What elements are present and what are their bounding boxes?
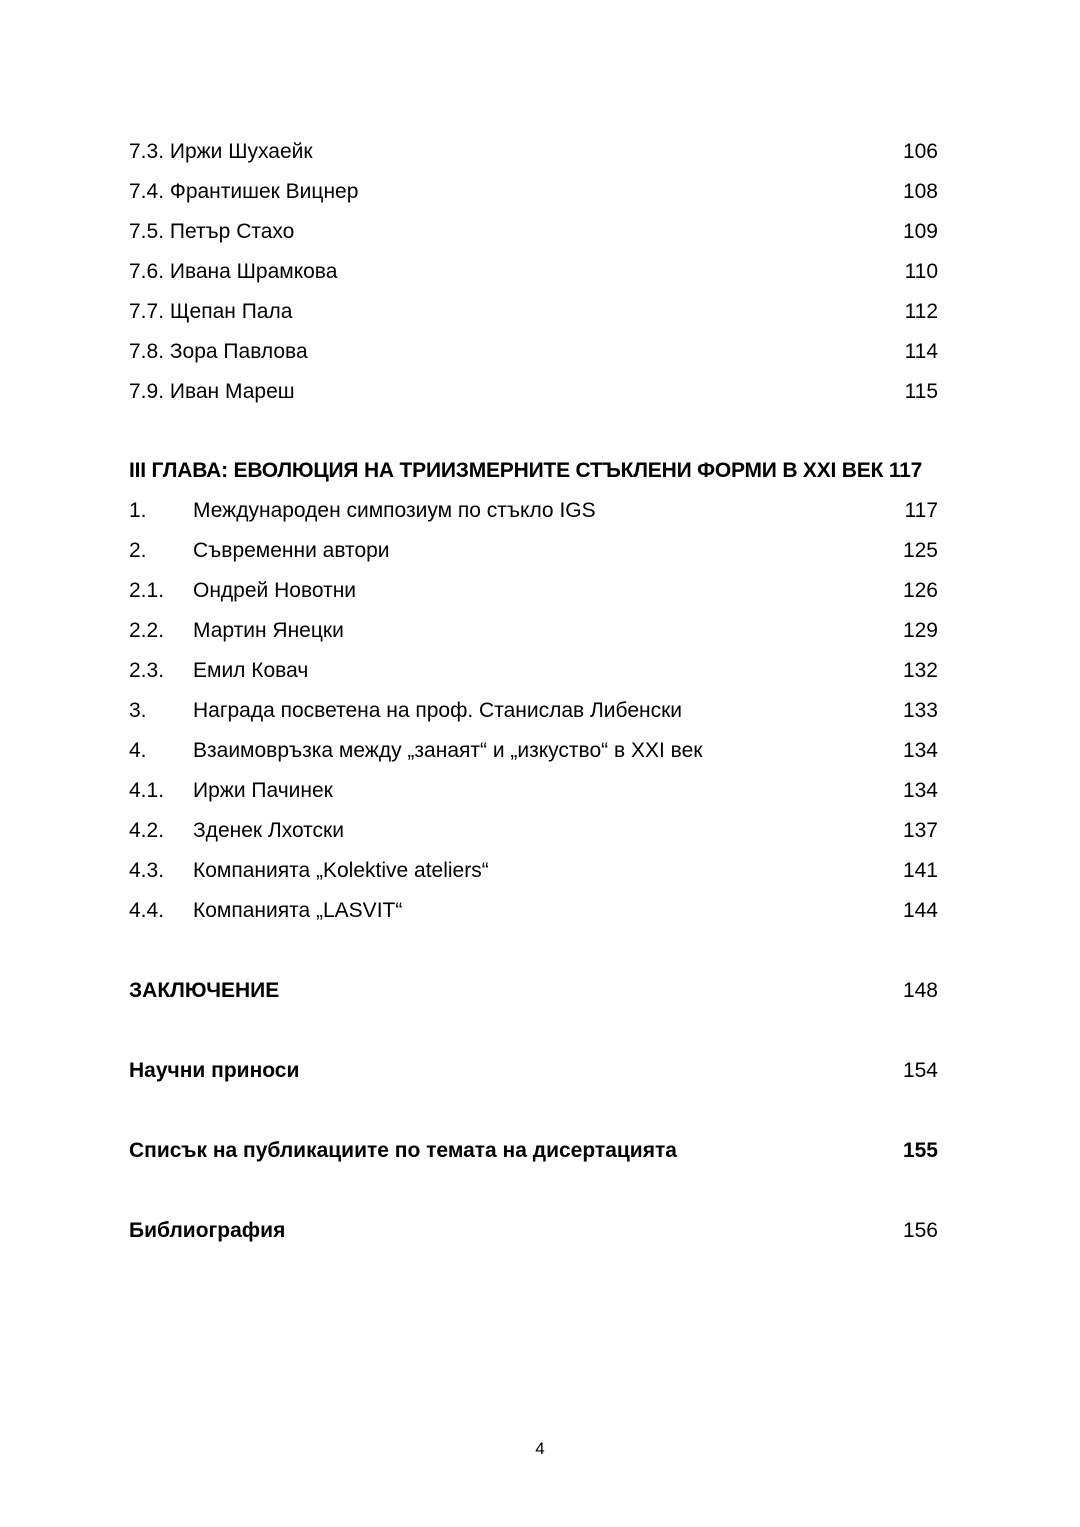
toc-entry-title: 7.8. Зора Павлова <box>129 340 308 363</box>
toc-entry[interactable] <box>129 851 938 891</box>
toc-entry-page: 154 <box>902 1059 938 1082</box>
toc-entry[interactable] <box>129 771 938 811</box>
toc-entry-title: Взаимовръзка между „занаят“ и „изкуство“ в XXI век <box>193 739 703 762</box>
toc-entry-number: 2.1. <box>129 579 165 602</box>
spacer <box>129 1171 938 1211</box>
toc-entry[interactable] <box>129 691 938 731</box>
toc-entry-page: 112 <box>904 300 938 323</box>
toc-entry-page: 129 <box>902 619 938 642</box>
toc-entry-title: 7.7. Щепан Пала <box>129 300 293 323</box>
toc-entry[interactable] <box>129 332 938 372</box>
toc-entry-page: 109 <box>902 220 938 243</box>
toc-entry-page: 144 <box>902 899 938 922</box>
toc-entry-page: 132 <box>902 659 938 682</box>
toc-entry-title: Международен симпозиум по стъкло IGS <box>193 499 596 522</box>
spacer <box>129 1091 938 1131</box>
toc-entry-title: Съвременни автори <box>193 539 390 562</box>
toc-entry-title: Компанията „LASVIT“ <box>193 899 403 922</box>
toc-entry-title: Списък на публикациите по темата на дисертацията <box>129 1139 677 1162</box>
toc-entry-page: 134 <box>902 779 938 802</box>
toc-entry-page: 141 <box>902 859 938 882</box>
toc-entry-page: 126 <box>902 579 938 602</box>
toc-entry-page: 108 <box>902 180 938 203</box>
page-number: 4 <box>535 1439 545 1458</box>
toc-contributions[interactable] <box>129 1051 938 1091</box>
toc-entry-page: 115 <box>904 380 938 403</box>
toc-entry-page: 137 <box>902 819 938 842</box>
toc-entry[interactable] <box>129 372 938 412</box>
toc-entry-number: 1. <box>129 499 147 522</box>
table-of-contents <box>129 132 938 1251</box>
toc-entry-page: 148 <box>902 979 938 1002</box>
toc-entry-title: ЗАКЛЮЧЕНИЕ <box>129 979 280 1002</box>
toc-entry-page: 114 <box>904 340 938 363</box>
toc-entry-number: 4.3. <box>129 859 165 882</box>
toc-entry[interactable] <box>129 491 938 531</box>
toc-entry-title: Компанията „Kolektive ateliers“ <box>193 859 489 882</box>
toc-bibliography[interactable] <box>129 1211 938 1251</box>
toc-entry[interactable] <box>129 731 938 771</box>
toc-entry-title: Библиография <box>129 1219 286 1242</box>
toc-entry-number: 2. <box>129 539 147 562</box>
toc-entry[interactable] <box>129 292 938 332</box>
toc-entry[interactable] <box>129 252 938 292</box>
toc-entry[interactable] <box>129 611 938 651</box>
spacer <box>129 1011 938 1051</box>
toc-entry[interactable] <box>129 891 938 931</box>
toc-entry-number: 3. <box>129 699 147 722</box>
toc-entry-title: Зденек Лхотски <box>193 819 344 842</box>
toc-entry-number: 4.2. <box>129 819 165 842</box>
toc-entry[interactable] <box>129 132 938 172</box>
spacer <box>129 931 938 971</box>
toc-entry-title: Иржи Пачинек <box>193 779 333 802</box>
toc-entry-title: 7.5. Петър Стахо <box>129 220 295 243</box>
toc-entry-number: 4. <box>129 739 147 762</box>
toc-entry-title: 7.9. Иван Мареш <box>129 380 295 403</box>
toc-entry-title: Мартин Янецки <box>193 619 344 642</box>
toc-entry[interactable] <box>129 571 938 611</box>
toc-chapter-heading[interactable] <box>129 451 938 491</box>
toc-publications[interactable] <box>129 1131 938 1171</box>
toc-entry-number: 4.4. <box>129 899 165 922</box>
toc-entry-page: 134 <box>902 739 938 762</box>
toc-entry[interactable] <box>129 212 938 252</box>
toc-entry-title: Награда посветена на проф. Станислав Либенски <box>193 699 683 722</box>
toc-conclusion[interactable] <box>129 971 938 1011</box>
toc-entry-title: 7.4. Франтишек Вицнер <box>129 180 359 203</box>
toc-entry-page: 156 <box>902 1219 938 1242</box>
toc-entry-number: 2.2. <box>129 619 165 642</box>
chapter-heading-text: III ГЛАВА: ЕВОЛЮЦИЯ НА ТРИИЗМЕРНИТЕ СТЪКЛЕНИ ФОРМИ В XXI ВЕК 117 <box>129 459 923 482</box>
toc-entry-title: Ондрей Новотни <box>193 579 357 602</box>
toc-entry-page: 133 <box>902 699 938 722</box>
toc-entry[interactable] <box>129 651 938 691</box>
toc-entry-page: 125 <box>902 539 938 562</box>
toc-entry[interactable] <box>129 811 938 851</box>
toc-entry[interactable] <box>129 531 938 571</box>
toc-entry-page: 155 <box>902 1139 938 1162</box>
toc-entry-title: 7.6. Ивана Шрамкова <box>129 260 338 283</box>
toc-entry-page: 106 <box>902 140 938 163</box>
toc-entry-number: 2.3. <box>129 659 165 682</box>
toc-entry-title: 7.3. Иржи Шухаейк <box>129 140 313 163</box>
toc-entry-page: 117 <box>904 499 938 522</box>
spacer <box>129 412 938 451</box>
toc-entry-title: Научни приноси <box>129 1059 300 1082</box>
toc-entry-page: 110 <box>904 260 938 283</box>
toc-entry-number: 4.1. <box>129 779 165 802</box>
toc-entry[interactable] <box>129 172 938 212</box>
toc-entry-title: Емил Ковач <box>193 659 309 682</box>
